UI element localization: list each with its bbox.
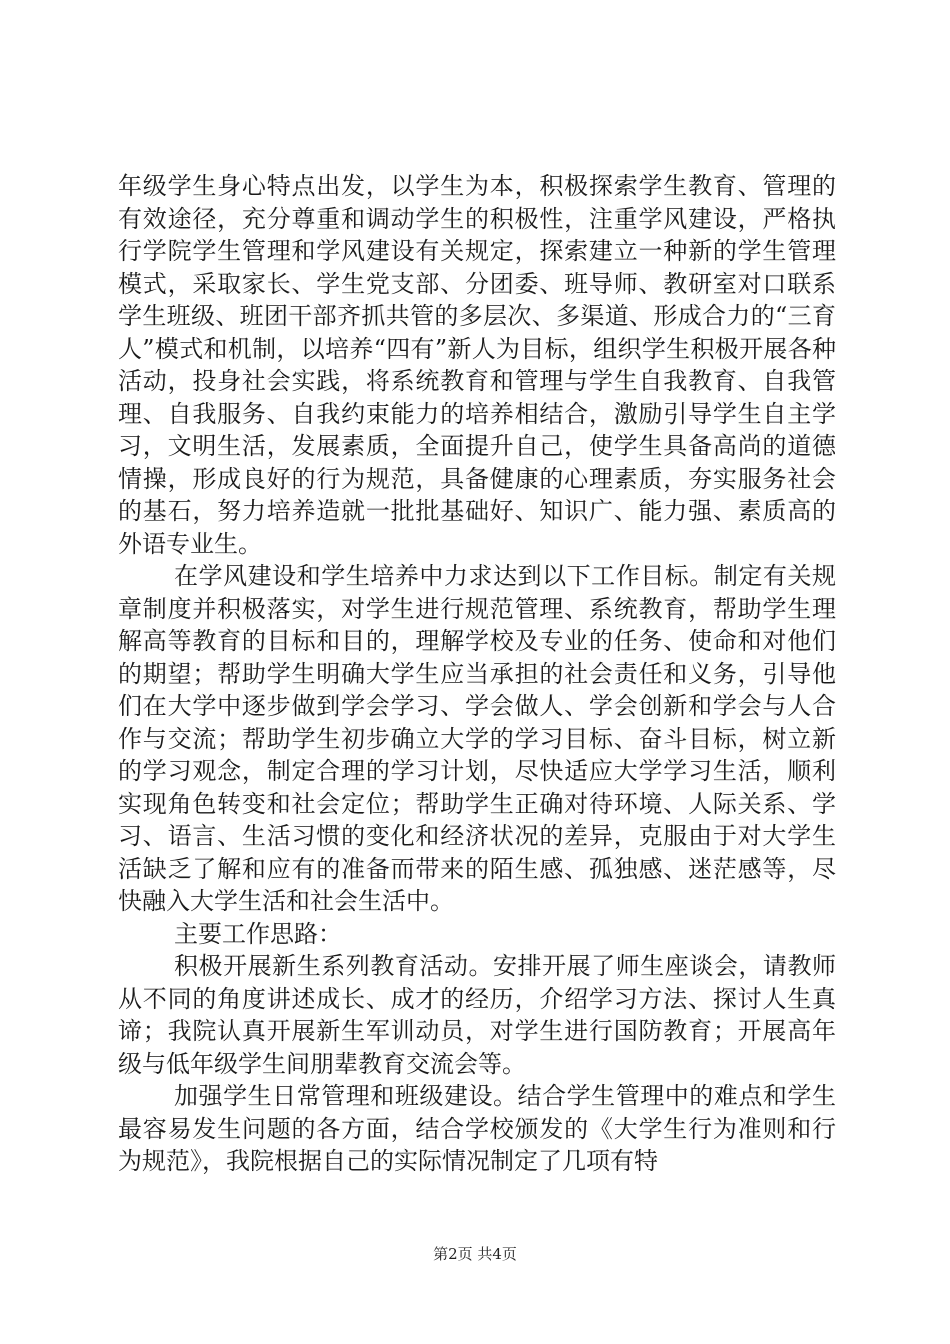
paragraph-heading-main-ideas: 主要工作思路： <box>174 919 342 948</box>
document-body <box>118 170 836 1178</box>
paragraph-daily-management: 加强学生日常管理和班级建设。结合学生管理中的难点和学生最容易发生问题的各方面，结合学校颁发的《大学生行为准则和行为规范》，我院根据自己的实际情况制定了几项有特 <box>118 1082 836 1175</box>
paragraph-freshman-education: 积极开展新生系列教育活动。安排开展了师生座谈会，请教师从不同的角度讲述成长、成才的经历，介绍学习方法、探讨人生真谛；我院认真开展新生军训动员，对学生进行国防教育；开展高年级与低年级学生间朋辈教育交流会等。 <box>118 952 836 1078</box>
page-number-footer: 第2页 共4页 <box>433 1245 517 1263</box>
paragraph-continuation: 年级学生身心特点出发，以学生为本，积极探索学生教育、管理的有效途径，充分尊重和调动学生的积极性，注重学风建设，严格执行学院学生管理和学风建设有关规定，探索建立一种新的学生管理模式，采取家长、学生党支部、分团委、班导师、教研室对口联系学生班级、班团干部齐抓共管的多层次、多渠道、形成合力的“三育人”模式和机制，以培养“四有”新人为目标，组织学生积极开展各种活动，投身社会实践，将系统教育和管理与学生自我教育、自我管理、自我服务、自我约束能力的培养相结合，激励引导学生自主学习，文明生活，发展素质，全面提升自己，使学生具备高尚的道德情操，形成良好的行为规范，具备健康的心理素质，夯实服务社会的基石，努力培养造就一批批基础好、知识广、能力强、素质高的外语专业生。 <box>118 172 836 558</box>
paragraph-work-goals: 在学风建设和学生培养中力求达到以下工作目标。制定有关规章制度并积极落实，对学生进行规范管理、系统教育，帮助学生理解高等教育的目标和目的，理解学校及专业的任务、使命和对他们的期望；帮助学生明确大学生应当承担的社会责任和义务，引导他们在大学中逐步做到学会学习、学会做人、学会创新和学会与人合作与交流；帮助学生初步确立大学的学习目标、奋斗目标，树立新的学习观念，制定合理的学习计划，尽快适应大学学习生活，顺利实现角色转变和社会定位；帮助学生正确对待环境、人际关系、学习、语言、生活习惯的变化和经济状况的差异，克服由于对大学生活缺乏了解和应有的准备而带来的陌生感、孤独感、迷茫感等，尽快融入大学生活和社会生活中。 <box>118 562 836 915</box>
